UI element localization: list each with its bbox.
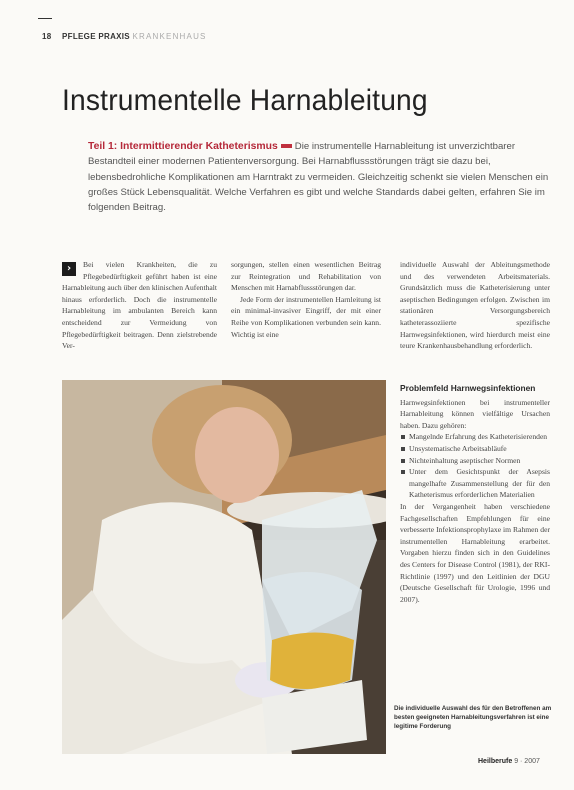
footer-issue: 9 · 2007 xyxy=(514,758,540,765)
article-intro xyxy=(88,139,550,215)
sidebar-paragraph: In der Vergangenheit haben verschiedene Fachgesellschaften Empfehlungen für eine verbesserte Infektionsprophylaxe im Rahmen der instrumentellen Harnableitung erarbeitet. Vorgaben hierzu finden sich in den Guidelines des Centers for Disease Control (1981), der RKI-Richtlinie (1997) und den Leitlinien der DGU (Deutsche Gesellschaft für Urologie, 1996 und 2007). xyxy=(400,501,550,604)
sidebar-heading: Problemfeld Harnwegsinfektionen xyxy=(400,383,536,393)
list-item: Unsystematische Arbeitsabläufe xyxy=(400,443,550,455)
list-item: Mangelnde Erfahrung des Katheterisierenden xyxy=(400,431,550,443)
body-column-1 xyxy=(62,259,217,352)
body-paragraph: individuelle Auswahl der Ableitungsmethode und des verwendeten Arbeitsmaterials. Grundsätzlich muss die Katheterisierung unter aseptischen Bedingungen erfolgen. Zwischen im stationären Versorgungsbereich katheterassoziierte spezifische Harnwegsinfektionen, wird hierdurch meist eine teure Krankenhausbehandlung erforderlich. xyxy=(400,260,550,351)
list-item: Nichteinhaltung aseptischer Normen xyxy=(400,455,550,467)
body-paragraph: Bei vielen Krankheiten, die zu Pflegebedürftigkeit geführt haben ist eine Harnableitung auch über den klinischen Aufenthalt hinaus erforderlich. Doch die instrumentelle Harnableitung im ambulanten Bereich kann entscheidend zur Vermeidung von Pflegebedürftigkeit beitragen. Denn zielstrebende Ver- xyxy=(62,260,217,351)
crop-mark xyxy=(38,18,52,19)
sidebar-column xyxy=(400,383,550,605)
magazine-name: PFLEGE PRAXIS xyxy=(62,32,130,41)
section-name: KRANKENHAUS xyxy=(132,32,207,41)
article-title: Instrumentelle Harnableitung xyxy=(62,84,428,117)
nurse-photo xyxy=(62,380,386,754)
list-item: Unter dem Gesichtspunkt der Asepsis mangelhafte Zusammenstellung der für den Katheterismus erforderlichen Materialien xyxy=(400,466,550,501)
body-paragraph: sorgungen, stellen einen wesentlichen Beitrag zur Reintegration und Rehabilitation von Menschen mit Harnabflussstörungen dar. xyxy=(231,260,381,293)
red-dash xyxy=(281,144,292,148)
body-column-2 xyxy=(231,259,381,340)
photo-caption: Die individuelle Auswahl des für den Betroffenen am besten geeigneten Harnableitungsverfahren ist eine legitime Forderung xyxy=(394,705,552,730)
intro-lead: Teil 1: Intermittierender Katheterismus xyxy=(88,141,278,152)
body-paragraph: Jede Form der instrumentellen Harnleitung ist ein minimal-invasiver Eingriff, der mit einer Reihe von Komplikationen verbunden sein kann. Wichtig ist eine xyxy=(231,294,381,339)
arrow-right-icon: › xyxy=(62,262,76,276)
body-column-3 xyxy=(400,259,550,352)
running-header xyxy=(42,32,207,41)
intro-text: Die instrumentelle Harnableitung ist unverzichtbarer Bestandteil einer modernen Patientenversorgung. Bei Harnabflussstörungen trägt sie dazu bei, lebensbedrohliche Komplikationen am Harntrakt zu vermeiden. Gleichzeitig schenkt sie vielen Menschen ein großes Stück Lebensqualität. Welche Verfahren es gibt und welche Standards dabei gelten, erfahren Sie im folgenden Beitrag. xyxy=(88,141,549,214)
footer-magazine: Heilberufe xyxy=(478,758,513,765)
page-number: 18 xyxy=(42,32,52,41)
cause-list xyxy=(400,431,550,501)
sidebar-paragraph: Harnwegsinfektionen bei instrumenteller Harnableitung können vielfältige Ursachen haben. Dazu gehören: xyxy=(400,397,550,430)
page-footer xyxy=(478,758,540,765)
